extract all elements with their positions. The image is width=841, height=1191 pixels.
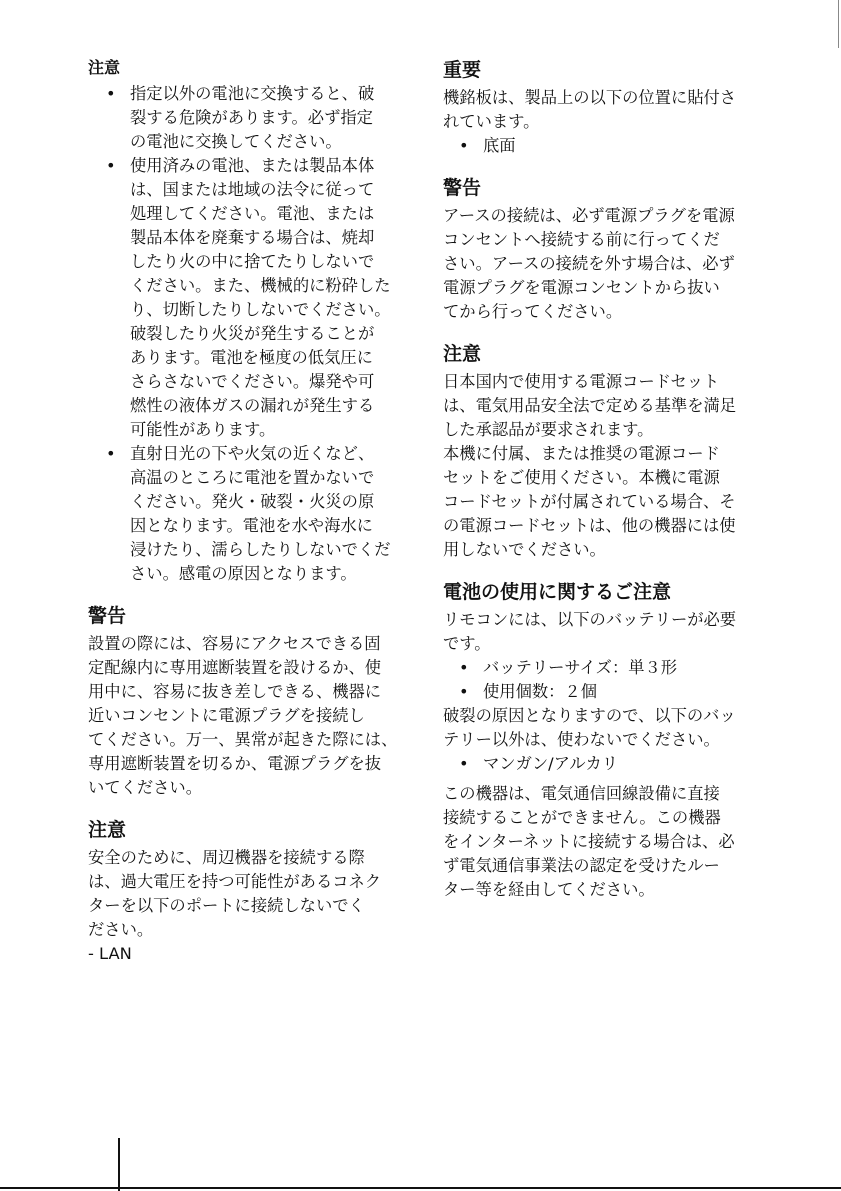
text-line: 日本国内で使用する電源コードセット: [443, 372, 720, 391]
text-line: いてください。: [88, 778, 202, 797]
text-line: をインターネットに接続する場合は、必: [443, 832, 735, 851]
text-line: は、国または地域の法令に従って: [130, 180, 375, 199]
caution-battery-section: [88, 54, 406, 586]
text-line: さい。感電の原因となります。: [130, 564, 357, 583]
text-line: 破裂の原因となりますので、以下のバッ: [443, 706, 736, 725]
caution-power-cord-section: [443, 338, 761, 562]
crop-mark-horizontal: [0, 1187, 841, 1189]
caution-peripheral-section: [88, 814, 406, 966]
text-line: リモコンには、以下のバッテリーが必要: [443, 610, 737, 629]
text-line: 破裂したり火災が発生することが: [130, 324, 375, 343]
text-line: 専用遮断装置を切るか、電源プラグを抜: [88, 754, 382, 773]
bullet-line: • 使用個数：２個: [443, 680, 761, 704]
section-heading: 警告: [88, 605, 127, 627]
text-line: は、電気用品安全法で定める基準を満足: [443, 396, 737, 415]
bullet-line: • マンガン/アルカリ: [443, 752, 761, 776]
text-line: り、切断したりしないでください。: [130, 300, 391, 319]
bullet-line: • 指定以外の電池に交換すると、破: [88, 82, 406, 106]
text-line: 近いコンセントに電源プラグを接続し: [88, 706, 365, 725]
bullet-line: • 使用済みの電池、または製品本体: [88, 154, 406, 178]
text-line: した承認品が要求されます。: [443, 420, 654, 439]
text-line: セットをご使用ください。本機に電源: [443, 468, 720, 487]
bullet-line: • 底面: [443, 134, 761, 158]
text-line: は、過大電圧を持つ可能性があるコネク: [88, 872, 382, 891]
text-line: さい。アースの接続を外す場合は、必ず: [443, 254, 735, 273]
text-line: 用しないでください。: [443, 540, 606, 559]
text-line: ください。発火・破裂・火災の原: [130, 492, 375, 511]
section-heading: 注意: [88, 819, 127, 841]
text-line: ださい。: [88, 920, 154, 939]
text-line: 処理してください。電池、または: [130, 204, 375, 223]
text-line: 機銘板は、製品上の以下の位置に貼付さ: [443, 88, 737, 107]
text-line: あります。電池を極度の低気圧に: [130, 348, 373, 367]
text-line: さらさないでください。爆発や可: [130, 372, 375, 391]
text-line: ター等を経由してください。: [443, 880, 655, 899]
text-line: です。: [443, 634, 491, 653]
text-line: てください。万一、異常が起きた際には、: [88, 730, 398, 749]
text-line: れています。: [443, 112, 540, 131]
text-line: 燃性の液体ガスの漏れが発生する: [130, 396, 375, 415]
text-line: 安全のために、周辺機器を接続する際: [88, 848, 365, 867]
text-line: この機器は、電気通信回線設備に直接: [443, 784, 720, 803]
left-column: [88, 54, 406, 966]
battery-usage-section: [443, 576, 761, 776]
text-line: 接続することができません。この機器: [443, 808, 721, 827]
text-line: 裂する危険があります。必ず指定: [130, 108, 373, 127]
text-line: 製品本体を廃棄する場合は、焼却: [130, 228, 375, 247]
section-heading: 電池の使用に関するご注意: [443, 581, 672, 603]
section-heading: 注意: [443, 343, 482, 365]
section-heading: 注意: [88, 58, 121, 77]
text-line: 本機に付属、または推奨の電源コード: [443, 444, 720, 463]
text-line: 因となります。電池を水や海水に: [130, 516, 373, 535]
telecom-notice-section: [443, 782, 761, 902]
text-line: したり火の中に捨てたりしないで: [130, 252, 375, 271]
text-line: 高温のところに電池を置かないで: [130, 468, 375, 487]
section-heading: 警告: [443, 177, 482, 199]
text-line: てから行ってください。: [443, 302, 623, 321]
page-edge-mark: [838, 0, 839, 48]
text-line: ターを以下のポートに接続しないでく: [88, 896, 365, 915]
text-line: 用中に、容易に抜き差しできる、機器に: [88, 682, 382, 701]
warning-installation-section: [88, 600, 406, 800]
text-line: の電池に交換してください。: [130, 132, 342, 151]
bullet-line: • 直射日光の下や火気の近くなど、: [88, 442, 406, 466]
text-line: 電源プラグを電源コンセントから抜い: [443, 278, 720, 297]
text-line: 設置の際には、容易にアクセスできる固: [88, 634, 381, 653]
text-line: の電源コードセットは、他の機器には使: [443, 516, 736, 535]
bullet-line: • バッテリーサイズ：単３形: [443, 656, 761, 680]
text-line: 定配線内に専用遮断装置を設けるか、使: [88, 658, 382, 677]
text-line: テリー以外は、使わないでください。: [443, 730, 720, 749]
crop-mark-vertical: [118, 1138, 120, 1191]
section-heading: 重要: [443, 59, 482, 81]
text-line: アースの接続は、必ず電源プラグを電源: [443, 206, 735, 225]
warning-ground-section: [443, 172, 761, 324]
text-line: コンセントへ接続する前に行ってくだ: [443, 230, 720, 249]
text-line: コードセットが付属されている場合、そ: [443, 492, 736, 511]
text-line: ください。また、機械的に粉砕した: [130, 276, 391, 295]
right-column: [443, 54, 761, 902]
text-line: 浸けたり、濡らしたりしないでくだ: [130, 540, 391, 559]
text-line: 可能性があります。: [130, 420, 276, 439]
important-label-section: [443, 54, 761, 158]
text-line: - LAN: [88, 944, 132, 963]
text-line: ず電気通信事業法の認定を受けたルー: [443, 856, 720, 875]
